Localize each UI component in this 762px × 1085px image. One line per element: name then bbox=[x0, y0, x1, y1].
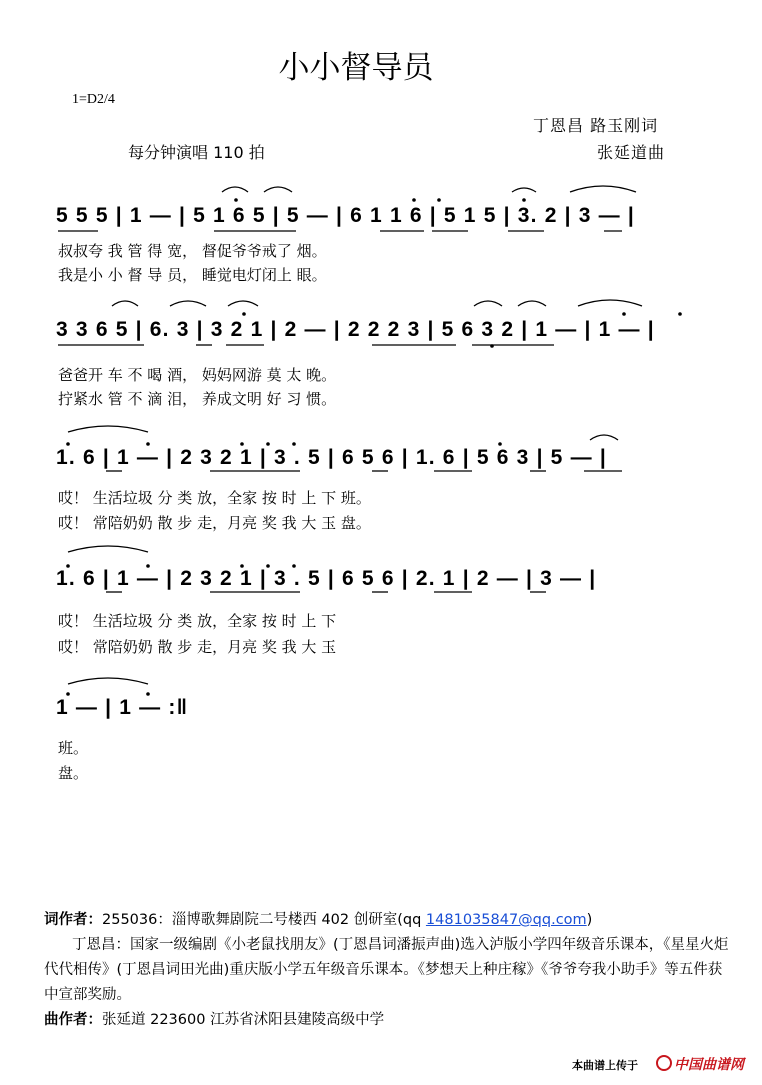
system-3-lyric-verse-1: 哎！ 生活垃圾 分 类 放，全家 按 时 上 下 班。 bbox=[58, 489, 371, 507]
lyricist-address: 255036：淄博歌舞剧院二号楼西 402 创研室(qq bbox=[102, 912, 426, 928]
author-notes bbox=[44, 908, 734, 1033]
system-5-lyric-verse-1: 班。 bbox=[58, 739, 89, 757]
system-1-lyric-verse-1: 叔叔夸 我 管 得 宽， 督促爷爷戒了 烟。 bbox=[58, 242, 327, 260]
key-signature: 1=D2/4 bbox=[72, 92, 115, 107]
composer-line bbox=[44, 1008, 734, 1033]
system-2-lyric-verse-2: 拧紧水 管 不 滴 泪， 养成文明 好 习 惯。 bbox=[58, 390, 337, 408]
lyricist-bio: 丁恩昌：国家一级编剧《小老鼠找朋友》(丁恩昌词潘振声曲)选入泸版小学四年级音乐课本，《星星火炬代代相传》(丁恩昌词田光曲)重庆版小学五年级音乐课本。《梦想天上种庄稼》《爷爷夸我小助手》等五件获中宣部奖励。 bbox=[44, 937, 729, 1003]
email-link[interactable]: 1481035847@qq.com bbox=[425, 912, 587, 928]
system-1-lyric-verse-2: 我是小 小 督 导 员， 睡觉电灯闭上 眼。 bbox=[58, 266, 327, 284]
composer-info: 张延道 223600 江苏省沭阳县建陵高级中学 bbox=[102, 1012, 385, 1028]
site-name: 中国曲谱网 bbox=[674, 1057, 744, 1073]
system-4-notes: 1. 6 | 1 — | 2 3 2 1 | 3 . 5 | 6 5 6 | 2. 1 | 2 — | 3 — | bbox=[56, 567, 597, 590]
system-5-lyric-verse-2: 盘。 bbox=[58, 764, 89, 782]
system-1-notes: 5 5 5 | 1 — | 5 1 6 5 | 5 — | 6 1 1 6 | 5 1 5 | 3. 2 | 3 — | bbox=[56, 204, 635, 227]
composer-label: 曲作者： bbox=[44, 1012, 102, 1028]
system-3-lyric-verse-2: 哎！ 常陪奶奶 散 步 走，月亮 奖 我 大 玉 盘。 bbox=[58, 514, 371, 532]
page-title: 小小督导员 bbox=[278, 50, 434, 86]
site-logo bbox=[656, 1054, 744, 1074]
email-close: ) bbox=[586, 912, 593, 928]
system-3-notes: 1. 6 | 1 — | 2 3 2 1 | 3 . 5 | 6 5 6 | 1. 6 | 5 6 3 | 5 — | bbox=[56, 446, 607, 469]
tempo-marking: 每分钟演唱 110 拍 bbox=[128, 143, 265, 162]
system-5-notes: 1 — | 1 — :‖ bbox=[56, 696, 189, 719]
system-4-lyric-verse-1: 哎！ 生活垃圾 分 类 放，全家 按 时 上 下 bbox=[58, 612, 337, 630]
underlines bbox=[58, 231, 622, 592]
lyricist-credit: 丁恩昌 路玉刚词 bbox=[533, 116, 659, 135]
system-2-notes: 3 3 6 5 | 6. 3 | 3 2 1 | 2 — | 2 2 2 3 | 5 6 3 2 | 1 — | 1 — | bbox=[56, 318, 655, 341]
lyricist-line bbox=[44, 908, 734, 933]
system-4-lyric-verse-2: 哎！ 常陪奶奶 散 步 走，月亮 奖 我 大 玉 bbox=[58, 638, 337, 656]
lyricist-label: 词作者： bbox=[44, 912, 102, 928]
system-2-lyric-verse-1: 爸爸开 车 不 喝 酒， 妈妈网游 莫 太 晚。 bbox=[58, 366, 337, 384]
logo-icon bbox=[656, 1055, 672, 1071]
upload-note: 本曲谱上传于 bbox=[572, 1059, 638, 1072]
composer-credit: 张延道曲 bbox=[597, 143, 666, 162]
